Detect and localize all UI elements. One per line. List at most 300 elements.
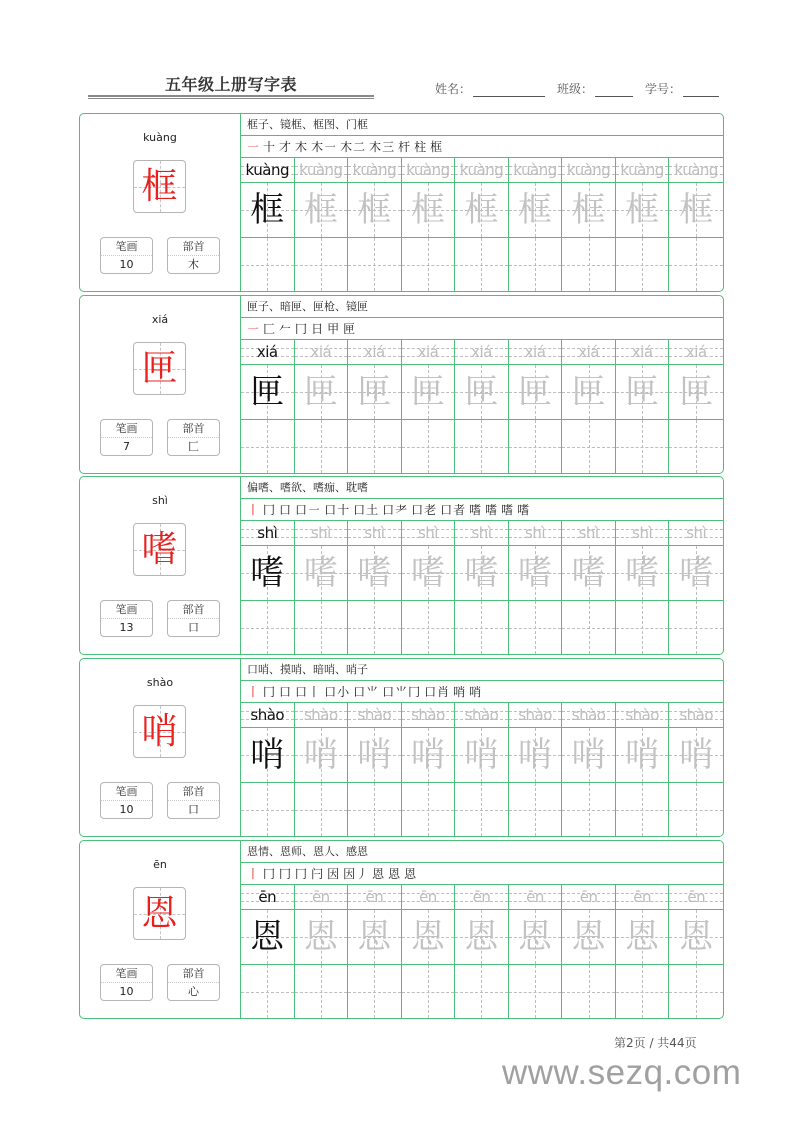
pinyin-cell[interactable] (616, 340, 670, 365)
stroke-step: 口土 (353, 503, 380, 517)
pinyin-model: ēn (258, 888, 277, 906)
tracing-cell[interactable] (616, 365, 670, 420)
stroke-step: 口⺌冂 (382, 685, 422, 699)
tracing-cell[interactable] (402, 910, 456, 965)
practice-grid (241, 521, 723, 654)
blank-writing-cell[interactable] (348, 601, 402, 654)
blank-writing-cell[interactable] (669, 783, 723, 836)
pinyin-trace: kuàng (674, 161, 718, 179)
stroke-count-box (100, 782, 153, 819)
character-trace: 哨 (518, 735, 553, 775)
pinyin-cell[interactable] (402, 158, 456, 183)
pinyin-cell[interactable] (241, 703, 295, 728)
pinyin-cell[interactable] (241, 521, 295, 546)
tracing-cell[interactable] (241, 728, 295, 783)
character-model: 嗜 (250, 553, 285, 593)
pinyin-cell[interactable] (509, 340, 563, 365)
pinyin-cell[interactable] (616, 521, 670, 546)
pinyin-cell[interactable] (348, 340, 402, 365)
pinyin-cell[interactable] (295, 703, 349, 728)
blank-writing-cell[interactable] (455, 238, 509, 291)
character-trace: 恩 (410, 917, 445, 957)
character-trace: 哨 (679, 735, 714, 775)
example-words: 匣子、暗匣、匣枪、镜匣 (241, 296, 723, 318)
pinyin-trace: kuàng (566, 161, 611, 179)
stroke-count-value: 7 (123, 440, 130, 453)
pinyin-cell[interactable] (402, 340, 456, 365)
blank-writing-cell[interactable] (562, 601, 616, 654)
pinyin-cell[interactable] (562, 703, 616, 728)
radical-value: 心 (188, 985, 199, 998)
stroke-count-label: 笔画 (101, 601, 152, 619)
character-trace: 嗜 (571, 553, 606, 593)
tracing-cell[interactable] (455, 546, 509, 601)
class-field[interactable] (595, 85, 633, 97)
character-trace: 嗜 (679, 553, 714, 593)
blank-writing-cell[interactable] (348, 238, 402, 291)
blank-writing-cell[interactable] (509, 238, 563, 291)
tracing-cell[interactable] (348, 183, 402, 238)
tracing-cell[interactable] (348, 910, 402, 965)
character-trace: 匣 (303, 372, 338, 412)
pinyin-cell[interactable] (348, 158, 402, 183)
name-field[interactable] (473, 85, 545, 97)
blank-writing-cell[interactable] (455, 601, 509, 654)
character-trace: 嗜 (625, 553, 660, 593)
blank-writing-cell[interactable] (295, 965, 349, 1018)
pinyin-cell[interactable] (562, 340, 616, 365)
pinyin-model: shì (257, 524, 278, 542)
stroke-step: 口耂 (382, 503, 409, 517)
blank-writing-cell[interactable] (562, 965, 616, 1018)
stroke-step: 嗜 (469, 503, 483, 517)
tracing-cell[interactable] (455, 728, 509, 783)
blank-writing-cell[interactable] (455, 783, 509, 836)
tracing-cell[interactable] (562, 910, 616, 965)
pinyin-trace: xiá (685, 343, 707, 361)
pinyin-trace: shì (525, 524, 546, 542)
tracing-cell[interactable] (669, 365, 723, 420)
tracing-cell[interactable] (348, 546, 402, 601)
character-trace: 匣 (410, 372, 445, 412)
character-trace: 匣 (625, 372, 660, 412)
blank-writing-cell[interactable] (669, 965, 723, 1018)
stroke-step: 才 (279, 140, 293, 154)
pinyin-trace: shì (686, 524, 707, 542)
radical-box (167, 964, 220, 1001)
tracing-cell[interactable] (509, 365, 563, 420)
character-info-panel (80, 296, 241, 473)
stroke-order-row (241, 136, 723, 158)
model-character-box (133, 705, 186, 758)
tracing-cell[interactable] (669, 728, 723, 783)
blank-writing-cell[interactable] (402, 783, 456, 836)
stroke-step: 嗜 (485, 503, 499, 517)
stroke-step: 冂 (295, 322, 309, 336)
page-title: 五年级上册写字表 (164, 75, 297, 94)
stroke-step: 恩 (404, 867, 418, 881)
stroke-count-label: 笔画 (101, 965, 152, 983)
pinyin-cell[interactable] (295, 885, 349, 910)
pinyin-cell[interactable] (402, 703, 456, 728)
student-number-label: 学号： (645, 82, 682, 96)
pinyin-cell[interactable] (455, 158, 509, 183)
blank-writing-cell[interactable] (669, 238, 723, 291)
example-words: 框子、镜框、框图、门框 (241, 114, 723, 136)
tracing-cell[interactable] (348, 728, 402, 783)
character-trace: 嗜 (410, 553, 445, 593)
pinyin-cell[interactable] (455, 885, 509, 910)
character-trace: 哨 (410, 735, 445, 775)
name-label: 姓名： (435, 82, 472, 96)
stroke-order-row (241, 499, 723, 521)
character-trace: 框 (625, 190, 660, 230)
practice-panel (241, 477, 723, 654)
blank-writing-cell[interactable] (295, 601, 349, 654)
blank-writing-cell[interactable] (402, 238, 456, 291)
character-info-panel (80, 841, 241, 1018)
blank-writing-cell[interactable] (295, 420, 349, 473)
stroke-step: 柱 (414, 140, 428, 154)
pinyin-cell[interactable] (295, 340, 349, 365)
tracing-cell[interactable] (295, 365, 349, 420)
character-pinyin: shào (146, 676, 174, 689)
tracing-cell[interactable] (562, 365, 616, 420)
blank-writing-cell[interactable] (295, 238, 349, 291)
blank-writing-cell[interactable] (455, 965, 509, 1018)
character-info-panel (80, 477, 241, 654)
watermark: www.sezq.com (502, 1053, 742, 1092)
character-block (79, 658, 724, 837)
tracing-cell[interactable] (295, 728, 349, 783)
pinyin-trace: ēn (579, 888, 598, 906)
tracing-cell[interactable] (241, 365, 295, 420)
stroke-count-box (100, 600, 153, 637)
stroke-step: 口小 (324, 685, 351, 699)
radical-label: 部首 (168, 965, 219, 983)
stroke-step: 恩 (388, 867, 402, 881)
radical-value: 口 (188, 621, 199, 634)
stroke-step: 口者 (440, 503, 467, 517)
pinyin-trace: kuàng (299, 161, 343, 179)
character-trace: 框 (410, 190, 445, 230)
blank-writing-cell[interactable] (348, 420, 402, 473)
pinyin-trace: shào (679, 706, 714, 724)
tracing-cell[interactable] (455, 365, 509, 420)
title-underline (88, 95, 374, 97)
character-trace: 恩 (518, 917, 553, 957)
pinyin-trace: ēn (687, 888, 706, 906)
pinyin-trace: shì (578, 524, 599, 542)
stroke-step: 口 (279, 685, 293, 699)
stroke-step: 丨 (247, 867, 261, 881)
blank-writing-cell[interactable] (562, 238, 616, 291)
pinyin-trace: shì (471, 524, 492, 542)
stroke-step: 口十 (324, 503, 351, 517)
character-trace: 嗜 (518, 553, 553, 593)
model-character: 匣 (141, 347, 178, 389)
blank-writing-cell[interactable] (348, 965, 402, 1018)
stroke-step: 木三 (369, 140, 396, 154)
pinyin-cell[interactable] (616, 158, 670, 183)
character-trace: 恩 (357, 917, 392, 957)
blank-writing-cell[interactable] (295, 783, 349, 836)
stroke-count-box (100, 419, 153, 456)
character-pinyin: ēn (153, 858, 167, 871)
pinyin-cell[interactable] (509, 158, 563, 183)
pinyin-trace: xiá (364, 343, 385, 361)
pinyin-trace: kuàng (352, 161, 397, 179)
character-model: 恩 (250, 917, 285, 957)
tracing-cell[interactable] (616, 910, 670, 965)
blank-writing-cell[interactable] (616, 783, 670, 836)
stroke-step: 因丿 (343, 867, 370, 881)
pinyin-trace: shào (464, 706, 499, 724)
pinyin-model: shào (250, 706, 285, 724)
pinyin-cell[interactable] (669, 158, 723, 183)
stroke-step: 口⺌ (353, 685, 380, 699)
practice-panel (241, 659, 723, 836)
tracing-cell[interactable] (509, 728, 563, 783)
pinyin-cell[interactable] (669, 521, 723, 546)
practice-grid (241, 885, 723, 1018)
blank-writing-cell[interactable] (562, 420, 616, 473)
pinyin-cell[interactable] (241, 158, 295, 183)
stroke-step: 口老 (411, 503, 438, 517)
blank-writing-cell[interactable] (669, 601, 723, 654)
stroke-step: 冂 (279, 867, 293, 881)
pinyin-trace: ēn (633, 888, 652, 906)
pinyin-cell[interactable] (241, 340, 295, 365)
blank-writing-cell[interactable] (241, 783, 295, 836)
blank-writing-cell[interactable] (241, 420, 295, 473)
blank-writing-cell[interactable] (402, 601, 456, 654)
stroke-step: 冂 (295, 867, 309, 881)
model-character-box (133, 523, 186, 576)
practice-panel (241, 114, 723, 291)
tracing-cell[interactable] (348, 365, 402, 420)
pinyin-trace: shì (632, 524, 653, 542)
blank-writing-cell[interactable] (509, 783, 563, 836)
pinyin-trace: ēn (419, 888, 437, 906)
blank-writing-cell[interactable] (509, 601, 563, 654)
model-character-box (133, 160, 186, 213)
pinyin-cell[interactable] (616, 885, 670, 910)
pinyin-trace: xiá (631, 343, 653, 361)
blank-writing-cell[interactable] (509, 965, 563, 1018)
blank-writing-cell[interactable] (616, 238, 670, 291)
radical-box (167, 237, 220, 274)
stroke-step: ㇐ (247, 322, 261, 336)
tracing-cell[interactable] (562, 728, 616, 783)
stroke-step: 口丨 (295, 685, 322, 699)
page-number: 第2页 / 共44页 (614, 1036, 697, 1050)
tracing-cell[interactable] (616, 546, 670, 601)
tracing-cell[interactable] (562, 183, 616, 238)
stroke-step: 冂 (263, 503, 277, 517)
blank-writing-cell[interactable] (402, 965, 456, 1018)
pinyin-cell[interactable] (562, 885, 616, 910)
model-character-box (133, 342, 186, 395)
tracing-cell[interactable] (616, 728, 670, 783)
blank-writing-cell[interactable] (616, 965, 670, 1018)
pinyin-trace: ēn (365, 888, 384, 906)
stroke-step: 口 (279, 503, 293, 517)
radical-box (167, 419, 220, 456)
tracing-cell[interactable] (669, 183, 723, 238)
pinyin-trace: shào (518, 706, 552, 724)
character-trace: 框 (303, 190, 338, 230)
pinyin-cell[interactable] (669, 703, 723, 728)
example-words: 口哨、摸哨、暗哨、哨子 (241, 659, 723, 681)
tracing-cell[interactable] (455, 910, 509, 965)
pinyin-cell[interactable] (562, 158, 616, 183)
tracing-cell[interactable] (402, 728, 456, 783)
pinyin-trace: xiá (578, 343, 599, 361)
character-trace: 哨 (303, 735, 338, 775)
pinyin-cell[interactable] (616, 703, 670, 728)
tracing-cell[interactable] (669, 910, 723, 965)
blank-writing-cell[interactable] (616, 601, 670, 654)
pinyin-cell[interactable] (402, 885, 456, 910)
stroke-count-value: 10 (119, 258, 134, 271)
pinyin-trace: xiá (471, 343, 492, 361)
character-trace: 哨 (625, 735, 660, 775)
tracing-cell[interactable] (562, 546, 616, 601)
character-trace: 匣 (518, 372, 553, 412)
tracing-cell[interactable] (295, 183, 349, 238)
pinyin-cell[interactable] (455, 521, 509, 546)
stroke-step: 甲 (327, 322, 341, 336)
practice-grid (241, 703, 723, 836)
pinyin-cell[interactable] (348, 521, 402, 546)
practice-grid (241, 340, 723, 473)
practice-panel (241, 296, 723, 473)
tracing-cell[interactable] (241, 910, 295, 965)
tracing-cell[interactable] (241, 183, 295, 238)
character-block (79, 295, 724, 474)
pinyin-cell[interactable] (295, 158, 349, 183)
model-character: 框 (141, 165, 178, 207)
pinyin-trace: kuàng (513, 161, 557, 179)
radical-box (167, 600, 220, 637)
stroke-step: 杆 (398, 140, 412, 154)
pinyin-cell[interactable] (509, 703, 563, 728)
blank-writing-cell[interactable] (669, 420, 723, 473)
radical-value: 木 (188, 258, 199, 271)
pinyin-cell[interactable] (348, 703, 402, 728)
tracing-cell[interactable] (669, 546, 723, 601)
pinyin-cell[interactable] (509, 521, 563, 546)
character-pinyin: kuàng (143, 131, 177, 144)
tracing-cell[interactable] (295, 546, 349, 601)
blank-writing-cell[interactable] (241, 965, 295, 1018)
pinyin-cell[interactable] (402, 521, 456, 546)
stroke-step: 丨 (247, 503, 261, 517)
pinyin-trace: shì (310, 524, 331, 542)
stroke-step: 框 (430, 140, 444, 154)
character-trace: 哨 (464, 735, 499, 775)
character-trace: 框 (679, 190, 714, 230)
stroke-step: 丨 (247, 685, 261, 699)
blank-writing-cell[interactable] (241, 238, 295, 291)
tracing-cell[interactable] (241, 546, 295, 601)
stroke-step: 木 (295, 140, 309, 154)
pinyin-cell[interactable] (241, 885, 295, 910)
character-trace: 恩 (303, 917, 338, 957)
radical-value: 口 (188, 803, 199, 816)
example-words: 偏嗜、嗜欲、嗜痂、耽嗜 (241, 477, 723, 499)
tracing-cell[interactable] (402, 183, 456, 238)
pinyin-trace: ēn (472, 888, 491, 906)
character-pinyin: xiá (151, 313, 169, 326)
blank-writing-cell[interactable] (562, 783, 616, 836)
pinyin-trace: ēn (526, 888, 544, 906)
pinyin-trace: xiá (524, 343, 546, 361)
stroke-order-row (241, 318, 723, 340)
character-model: 哨 (250, 735, 285, 775)
tracing-cell[interactable] (509, 546, 563, 601)
tracing-cell[interactable] (509, 183, 563, 238)
blank-writing-cell[interactable] (241, 601, 295, 654)
pinyin-trace: kuàng (459, 161, 504, 179)
tracing-cell[interactable] (402, 365, 456, 420)
tracing-cell[interactable] (509, 910, 563, 965)
pinyin-cell[interactable] (562, 521, 616, 546)
character-block (79, 476, 724, 655)
pinyin-cell[interactable] (669, 885, 723, 910)
tracing-cell[interactable] (616, 183, 670, 238)
radical-box (167, 782, 220, 819)
class-label: 班级： (557, 82, 594, 96)
character-trace: 嗜 (464, 553, 499, 593)
tracing-cell[interactable] (455, 183, 509, 238)
pinyin-cell[interactable] (455, 703, 509, 728)
pinyin-cell[interactable] (295, 521, 349, 546)
stroke-step: 匚 (263, 322, 277, 336)
student-number-field[interactable] (683, 85, 719, 97)
stroke-count-label: 笔画 (101, 238, 152, 256)
stroke-count-value: 10 (119, 985, 134, 998)
tracing-cell[interactable] (295, 910, 349, 965)
character-model: 框 (250, 190, 285, 230)
radical-value: 匚 (188, 440, 199, 453)
character-trace: 嗜 (303, 553, 338, 593)
stroke-count-box (100, 237, 153, 274)
pinyin-cell[interactable] (455, 340, 509, 365)
blank-writing-cell[interactable] (348, 783, 402, 836)
pinyin-cell[interactable] (669, 340, 723, 365)
tracing-cell[interactable] (402, 546, 456, 601)
character-trace: 匣 (571, 372, 606, 412)
blank-writing-cell[interactable] (455, 420, 509, 473)
stroke-count-label: 笔画 (101, 783, 152, 801)
pinyin-cell[interactable] (348, 885, 402, 910)
blank-writing-cell[interactable] (509, 420, 563, 473)
character-trace: 哨 (357, 735, 392, 775)
radical-label: 部首 (168, 420, 219, 438)
pinyin-cell[interactable] (509, 885, 563, 910)
blank-writing-cell[interactable] (616, 420, 670, 473)
pinyin-trace: xiá (310, 343, 332, 361)
pinyin-trace: shào (303, 706, 338, 724)
blank-writing-cell[interactable] (402, 420, 456, 473)
stroke-step: 哨 (469, 685, 483, 699)
pinyin-trace: xiá (417, 343, 439, 361)
stroke-order-row (241, 681, 723, 703)
pinyin-trace: shì (364, 524, 385, 542)
character-block (79, 840, 724, 1019)
